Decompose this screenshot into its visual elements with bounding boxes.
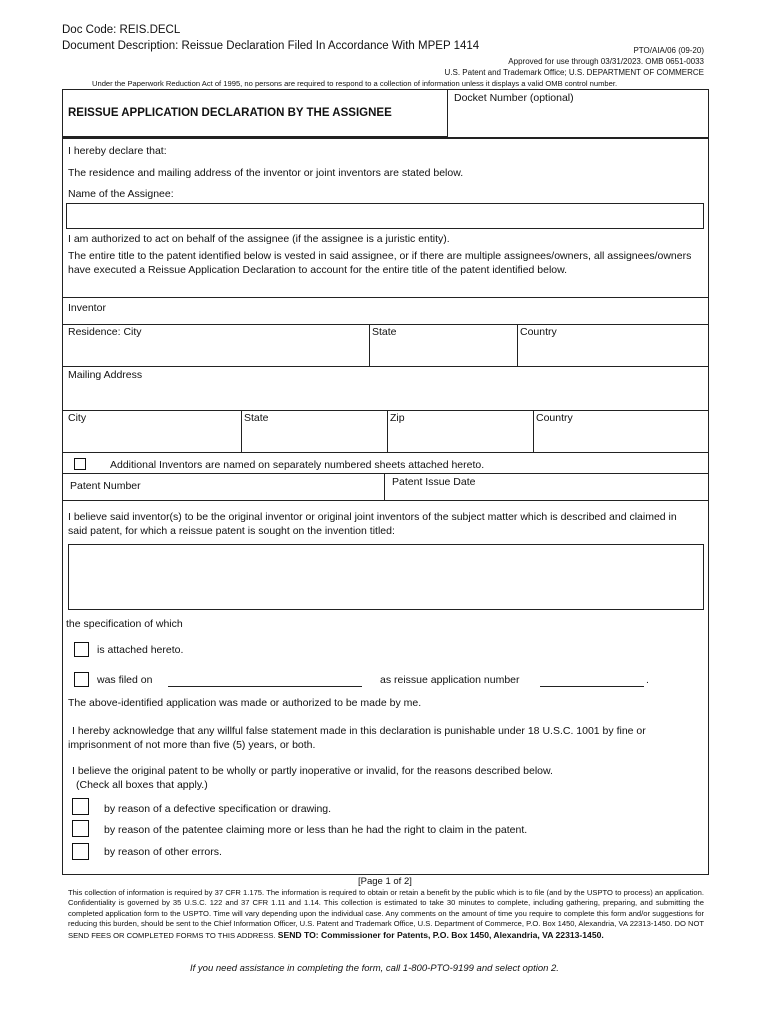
assistance-text: If you need assistance in completing the form, call 1-800-PTO-9199 and select option 2. [190, 963, 559, 974]
divider [517, 324, 518, 366]
residence-city-label[interactable]: Residence: City [68, 326, 142, 338]
declare-text: I hereby declare that: [68, 145, 167, 157]
reason-other-text: by reason of other errors. [104, 846, 222, 858]
above-identified-text: The above-identified application was made or authorized to be made by me. [68, 697, 422, 709]
filed-on-checkbox[interactable] [74, 672, 89, 687]
paperwork-notice: Under the Paperwork Reduction Act of 1995, no persons are required to respond to a collection of information unless it displays a valid OMB control number. [92, 79, 618, 88]
docket-label: Docket Number (optional) [454, 92, 574, 104]
attached-checkbox[interactable] [74, 642, 89, 657]
reason-other-checkbox[interactable] [72, 843, 89, 860]
divider [62, 324, 709, 325]
divider [387, 410, 388, 452]
reissue-number-line[interactable] [540, 686, 644, 687]
assignee-input[interactable] [66, 203, 704, 229]
city-label[interactable]: City [68, 412, 87, 424]
reason-defective-checkbox[interactable] [72, 798, 89, 815]
approval-date: Approved for use through 03/31/2023. OMB 0651-0033 [508, 57, 704, 66]
country2-label[interactable]: Country [536, 412, 573, 424]
agency: U.S. Patent and Trademark Office; U.S. DEPARTMENT OF COMMERCE [444, 68, 704, 77]
divider [62, 500, 709, 501]
doc-description: Document Description: Reissue Declaration Filed In Accordance With MPEP 1414 [62, 40, 480, 52]
reason-defective-text: by reason of a defective specification or drawing. [104, 803, 332, 815]
country-label[interactable]: Country [520, 326, 557, 338]
form-title: REISSUE APPLICATION DECLARATION BY THE ASSIGNEE [68, 107, 392, 119]
reissue-number-text: as reissue application number [380, 674, 520, 686]
filed-on-text: was filed on [97, 674, 153, 686]
divider [369, 324, 370, 366]
reason-claiming-checkbox[interactable] [72, 820, 89, 837]
divider [241, 410, 242, 452]
entire-title-text: The entire title to the patent identified below is vested in said assignee, or if there are multiple assignees/owners, all assignees/owners have executed a Reissue Application Declaration to account for the entire title of the patent identified below. [68, 250, 692, 276]
believe-original-text: I believe the original patent to be wholly or partly inoperative or invalid, for the reasons described below. [72, 765, 553, 777]
additional-inventors-text: Additional Inventors are named on separately numbered sheets attached hereto. [110, 459, 485, 471]
divider [533, 410, 534, 452]
mailing-address-label[interactable]: Mailing Address [68, 369, 143, 381]
divider [384, 473, 385, 500]
divider [62, 366, 709, 367]
reason-claiming-text: by reason of the patentee claiming more or less than he had the right to claim in the patent. [104, 824, 528, 836]
divider [62, 410, 709, 411]
state2-label[interactable]: State [244, 412, 269, 424]
divider [62, 137, 709, 139]
filed-date-line[interactable] [168, 686, 362, 687]
divider [62, 452, 709, 453]
send-to-text: SEND TO: Commissioner for Patents, P.O. Box 1450, Alexandria, VA 22313-1450. [277, 929, 604, 940]
doc-code: Doc Code: REIS.DECL [62, 24, 181, 36]
acknowledge-text: I hereby acknowledge that any willful false statement made in this declaration is punishable under 18 U.S.C. 1001 by fine or imprisonment of not more than five (5) years, or both. [68, 725, 646, 751]
authorized-text: I am authorized to act on behalf of the assignee (if the assignee is a juristic entity). [68, 233, 450, 245]
check-all-text: (Check all boxes that apply.) [76, 779, 208, 791]
zip-label[interactable]: Zip [390, 412, 405, 424]
patent-issue-date-label[interactable]: Patent Issue Date [392, 476, 476, 488]
invention-title-input[interactable] [68, 544, 704, 610]
patent-number-label[interactable]: Patent Number [70, 480, 141, 492]
divider [62, 297, 709, 298]
footer-text [68, 888, 704, 941]
believe-inventors-text: I believe said inventor(s) to be the original inventor or original joint inventors of the subject matter which is described and claimed in said patent, for which a reissue patent is sought on the invention titled: [68, 511, 677, 537]
additional-inventors-checkbox[interactable] [74, 458, 86, 470]
page-label: [Page 1 of 2] [358, 876, 412, 887]
attached-text: is attached hereto. [97, 644, 184, 656]
residence-statement: The residence and mailing address of the inventor or joint inventors are stated below. [68, 167, 464, 179]
specification-text: the specification of which [66, 618, 183, 630]
state-label[interactable]: State [372, 326, 397, 338]
period: . [646, 674, 649, 686]
divider [62, 473, 709, 474]
inventor-label: Inventor [68, 302, 106, 314]
assignee-label: Name of the Assignee: [68, 188, 174, 200]
form-number: PTO/AIA/06 (09-20) [633, 46, 704, 55]
footer-burden-text: This collection of information is required by 37 CFR 1.175. The information is required to obtain or retain a benefit by the public which is to file (and by the USPTO to process) an application. Confidentiality is governed by 35 U.S.C. 122 and 37 CFR 1.11 and 1.14. This collection is estimated to take 30 minutes to complete, including gathering, preparing, and submitting the completed application form to the USPTO. Time will vary depending upon the individual case. Any comments on the amount of time you require to complete this form and/or suggestions for reducing this burden, should be sent to the Chief Information Officer, U.S. Patent and Trademark Office, U.S. Department of Commerce, P.O. Box 1450, Alexandria, VA 22313-1450. DO NOT SEND FEES OR COMPLETED FORMS TO THIS ADDRESS. [68, 888, 704, 940]
